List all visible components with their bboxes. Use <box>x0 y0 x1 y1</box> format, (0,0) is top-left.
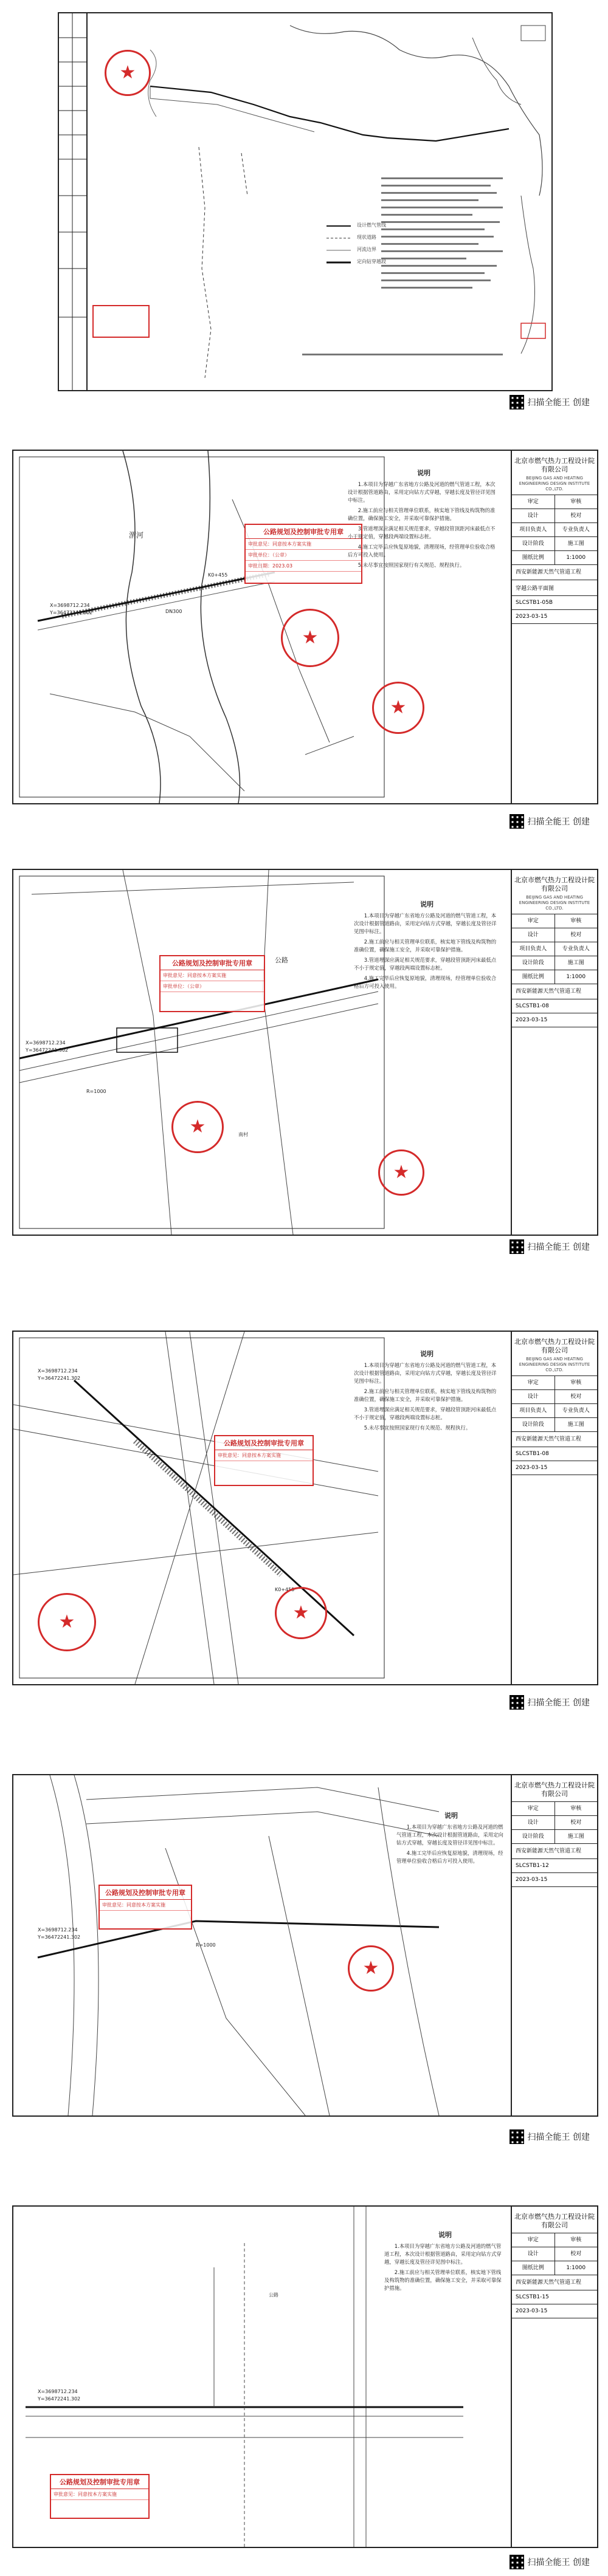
legend-item: 河流边界 <box>357 247 376 252</box>
red-seal: ★ <box>275 1587 327 1639</box>
title-block: 北京市燃气热力工程设计院有限公司 BEIJING GAS AND HEATING ENGINEERING DESIGN INSTITUTE CO.,LTD. 审定 审核 设计 校对 项目负责人 专业负责人 设计阶段 施工图 西安新能源天然气管道工程 SLCSTB1-08 2023-03-15 <box>511 1332 597 1684</box>
title-block: 北京市燃气热力工程设计院有限公司 审定 审核 设计 校对 设计阶段 施工图 西安新能源天然气管道工程 SLCSTB1-12 2023-03-15 <box>511 1775 597 2115</box>
page-2 <box>0 425 608 851</box>
scanner-footer: 扫描全能王 创建 <box>510 814 590 829</box>
seal-star-icon: ★ <box>119 62 136 83</box>
coordinate-label: X=3698712.234 <box>50 603 90 608</box>
red-seal: ★ <box>378 1149 424 1196</box>
red-seal: ★ <box>372 682 424 734</box>
design-notes: 说明 1.本项目为穿越广东省地方公路及河道的燃气管道工程，本次设计根据管道路由，采用定向钻方式穿越，穿越长度及管径详见图中标注。 4.施工完毕后应恢复原地貌，清理现场，经管理单位验收合格后方可投入使用。 <box>396 1812 503 1864</box>
title-block: 北京市燃气热力工程设计院有限公司 BEIJING GAS AND HEATING ENGINEERING DESIGN INSTITUTE CO.,LTD. 审定 审核 设计 校对 项目负责人 专业负责人 设计阶段 施工图 图纸比例 1:1000 西安新能源天然气管道工程 SLCSTB1-08 2023-03-15 <box>511 870 597 1235</box>
design-notes: 说明 1.本项目为穿越广东省地方公路及河道的燃气管道工程，本次设计根据管道路由，采用定向钻方式穿越，穿越长度及管径详见图中标注。 2.施工前应与相关管理单位联系，核实地下管线及构筑物的准确位置，确保施工安全，并采取可靠保护措施。 <box>384 2231 502 2291</box>
scanner-footer: 扫描全能王 创建 <box>510 2129 590 2144</box>
approval-stamp: 公路规划及控制审批专用章 审批意见：同意按本方案实施 <box>98 1885 192 1930</box>
design-notes: 说明 1.本项目为穿越广东省地方公路及河道的燃气管道工程，本次设计根据管道路由，采用定向钻方式穿越，穿越长度及管径详见图中标注。 2.施工前应与相关管理单位联系，核实地下管线及构筑物的准确位置，确保施工安全，并采取可靠保护措施。 3.管道埋深应满足相关规范要求，穿越段管顶距河床最低点不小于规定值，穿越段两端设置标志桩。 4.施工完毕后应恢复原地貌，清理现场，经管理单位验收合格后方可投入使用。 5.未尽事宜按照国家现行有关规范、规程执行。 <box>348 469 496 568</box>
approval-stamp: 公路规划及控制审批专用章 审批意见：同意按本方案实施 <box>50 2474 150 2519</box>
drawing-sheet: X=3698712.234 Y=36472241.302 公路 公路规划及控制审批专用章 审批意见：同意按本方案实施 说明 1.本项目为穿越广东省地方公路及河道的燃气管道工程，本次设计根据管道路由，采用定向钻方式穿越，穿越长度及管径详见图中标注。 2.施工前应与相关管理单位联系，核实地下管线及构筑物的准确位置，确保施工安全，并采取可靠保护措施。 北京市燃气热力工程设计院有限公司 审定 审核 设计 校对 图纸比例 1:1000 西安新能源天然气管道工程 SLCSTB1-15 2023-03-15 <box>12 2205 598 2548</box>
page-4 <box>0 1288 608 1725</box>
drawing-sheet: X=3698712.234 Y=36472241.302 R=1000 公路 南村 公路规划及控制审批专用章 审批意见：同意按本方案实施 审批单位：（公章） ★ 说明 1.本项目为穿越广东省地方公路及河道的燃气管道工程，本次设计根据管道路由，采用定向钻方式穿越，穿越长度及管径详见图中标注。 2.施工前应与相关管理单位联系，核实地下管线及构筑物的准确位置，确保施工安全，并采取可靠保护措施。 3.管道埋深应满足相关规范要求，穿越段管顶距河床最低点不小于规定值，穿越段两端设置标志桩。 4.施工完毕后应恢复原地貌，清理现场，经管理单位验收合格后方可投入使用。 ★ 北京市燃气热力工程设计院有限公司 BEIJING GAS AND HEATING ENGINEERING DESIGN INSTITUTE CO.,LTD. 审定 审核 设计 校对 项目负责人 专业负责人 设计阶段 施工图 图纸比例 1:1000 西安新能源天然气管道工程 SLCSTB1-08 2023-03-15 <box>12 869 598 1236</box>
title-block: 北京市燃气热力工程设计院有限公司 BEIJING GAS AND HEATING ENGINEERING DESIGN INSTITUTE CO.,LTD. 审定 审核 设计 校对 项目负责人 专业负责人 设计阶段 施工图 图纸比例 1:1000 西安新能源天然气管道工程 穿越公路平面图 SLCSTB1-05B 2023-03-15 <box>511 451 597 803</box>
coordinate-label: Y=36472241.302 <box>50 610 93 615</box>
river-label: 渭河 <box>129 531 144 540</box>
company-name: 北京市燃气热力工程设计院有限公司 BEIJING GAS AND HEATING ENGINEERING DESIGN INSTITUTE CO.,LTD. <box>512 451 597 495</box>
scanner-footer: 扫描全能王 创建 <box>510 2555 590 2569</box>
approval-stamp: 公路规划及控制审批专用章 审批意见：同意按本方案实施 审批单位：（公章） <box>159 955 265 1012</box>
drawing-sheet: X=3698712.234 Y=36472241.302 R=1000 公路规划及控制审批专用章 审批意见：同意按本方案实施 ★ 说明 1.本项目为穿越广东省地方公路及河道的燃气管道工程，本次设计根据管道路由，采用定向钻方式穿越，穿越长度及管径详见图中标注。 4.施工完毕后应恢复原地貌，清理现场，经管理单位验收合格后方可投入使用。 北京市燃气热力工程设计院有限公司 审定 审核 设计 校对 设计阶段 施工图 西安新能源天然气管道工程 SLCSTB1-12 2023-03-15 <box>12 1774 598 2117</box>
pipe-size-label: DN300 <box>165 609 182 614</box>
drawing-sheet: X=3698712.234 Y=36472241.302 K0+455 公路规划及控制审批专用章 审批意见：同意按本方案实施 ★ ★ 说明 1.本项目为穿越广东省地方公路及河道的燃气管道工程，本次设计根据管道路由，采用定向钻方式穿越，穿越长度及管径详见图中标注。 2.施工前应与相关管理单位联系，核实地下管线及构筑物的准确位置，确保施工安全，并采取可靠保护措施。 3.管道埋深应满足相关规范要求，穿越段管顶距河床最低点不小于规定值，穿越段两端设置标志桩。 5.未尽事宜按照国家现行有关规范、规程执行。 北京市燃气热力工程设计院有限公司 BEIJING GAS AND HEATING ENGINEERING DESIGN INSTITUTE CO.,LTD. 审定 审核 设计 校对 项目负责人 专业负责人 设计阶段 施工图 西安新能源天然气管道工程 SLCSTB1-08 2023-03-15 <box>12 1331 598 1685</box>
page-3 <box>0 857 608 1282</box>
approval-stamp: 公路规划及控制审批专用章 审批意见：同意按本方案实施 <box>214 1435 314 1486</box>
red-seal: ★ <box>171 1101 224 1153</box>
scanner-footer: 扫描全能王 创建 <box>510 395 590 409</box>
legend-item: 设计燃气管线 <box>357 222 386 228</box>
qr-icon <box>510 395 524 409</box>
road-crossing-map <box>13 870 597 1235</box>
legend-item: 现状道路 <box>357 235 376 240</box>
legend-item: 定向钻穿越段 <box>357 259 386 264</box>
page-1 <box>0 0 608 413</box>
scanner-footer: 扫描全能王 创建 <box>510 1695 590 1710</box>
design-notes: 说明 1.本项目为穿越广东省地方公路及河道的燃气管道工程，本次设计根据管道路由，采用定向钻方式穿越，穿越长度及管径详见图中标注。 2.施工前应与相关管理单位联系，核实地下管线及构筑物的准确位置，确保施工安全，并采取可靠保护措施。 3.管道埋深应满足相关规范要求，穿越段管顶距河床最低点不小于规定值，穿越段两端设置标志桩。 4.施工完毕后应恢复原地貌，清理现场，经管理单位验收合格后方可投入使用。 <box>354 900 497 989</box>
red-seal: ★ <box>348 1945 394 1992</box>
drawing-sheet <box>58 12 553 391</box>
page-5 <box>0 1732 608 2157</box>
approval-stamp: 公路规划及控制审批专用章 审批意见：同意按本方案实施 审批单位：（公章） 审批日期：2023.03 <box>244 524 362 584</box>
scanner-footer: 扫描全能王 创建 <box>510 1239 590 1254</box>
title-block: 北京市燃气热力工程设计院有限公司 审定 审核 设计 校对 图纸比例 1:1000 西安新能源天然气管道工程 SLCSTB1-15 2023-03-15 <box>511 2207 597 2547</box>
drawing-sheet <box>12 450 598 804</box>
bend-map <box>13 1775 597 2115</box>
design-notes: 说明 1.本项目为穿越广东省地方公路及河道的燃气管道工程，本次设计根据管道路由，采用定向钻方式穿越，穿越长度及管径详见图中标注。 2.施工前应与相关管理单位联系，核实地下管线及构筑物的准确位置，确保施工安全，并采取可靠保护措施。 3.管道埋深应满足相关规范要求，穿越段管顶距河床最低点不小于规定值，穿越段两端设置标志桩。 5.未尽事宜按照国家现行有关规范、规程执行。 <box>354 1350 497 1431</box>
chainage-label: K0+455 <box>208 572 228 578</box>
road-label: 公路 <box>275 956 288 964</box>
approval-stamp-small <box>92 305 150 338</box>
page-6 <box>0 2163 608 2576</box>
red-seal <box>105 50 151 96</box>
red-seal: ★ <box>281 609 339 667</box>
red-seal: ★ <box>38 1593 96 1651</box>
